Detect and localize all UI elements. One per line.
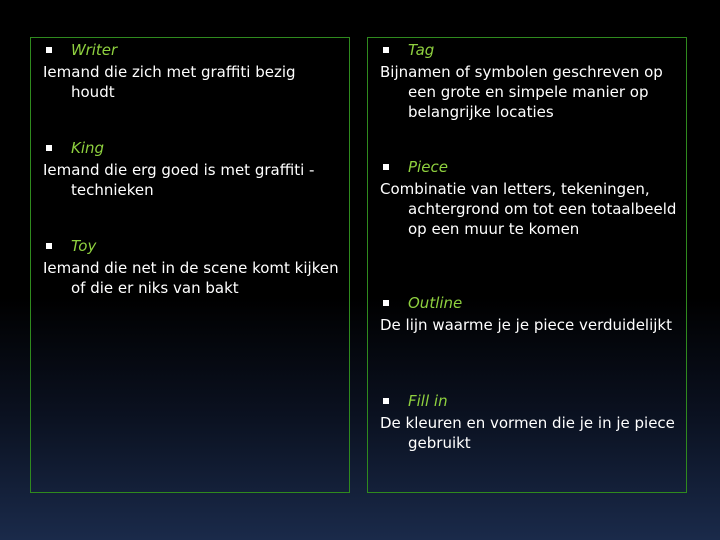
square-bullet-icon: [46, 243, 52, 249]
entry-toy: [43, 236, 343, 298]
entry-outline: [380, 293, 680, 335]
definition-piece: Combinatie van letters, tekeningen, achtergrond om tot een totaalbeeld op een muur te komen: [380, 180, 677, 238]
definition-writer: Iemand die zich met graffiti bezig houdt: [43, 63, 296, 101]
term-outline: Outline: [408, 294, 463, 312]
square-bullet-icon: [46, 145, 52, 151]
left-content-panel: [30, 37, 350, 493]
entry-fill-in: [380, 391, 680, 453]
square-bullet-icon: [383, 300, 389, 306]
term-toy: Toy: [71, 237, 97, 255]
definition-toy: Iemand die net in de scene komt kijken of die er niks van bakt: [43, 259, 339, 297]
square-bullet-icon: [383, 164, 389, 170]
term-piece: Piece: [408, 158, 448, 176]
term-fill-in: Fill in: [408, 392, 448, 410]
definition-tag: Bijnamen of symbolen geschreven op een grote en simpele manier op belangrijke locaties: [380, 63, 663, 121]
entry-king: [43, 138, 343, 200]
definition-fill-in: De kleuren en vormen die je in je piece gebruikt: [380, 414, 675, 452]
square-bullet-icon: [383, 398, 389, 404]
right-content-panel: [367, 37, 687, 493]
term-tag: Tag: [408, 41, 435, 59]
entry-tag: [380, 40, 680, 122]
square-bullet-icon: [46, 47, 52, 53]
square-bullet-icon: [383, 47, 389, 53]
term-writer: Writer: [71, 41, 118, 59]
term-king: King: [71, 139, 105, 157]
definition-king: Iemand die erg goed is met graffiti - technieken: [43, 161, 315, 199]
entry-piece: [380, 157, 680, 239]
definition-outline: De lijn waarme je je piece verduidelijkt: [380, 316, 673, 334]
entry-writer: [43, 40, 343, 102]
